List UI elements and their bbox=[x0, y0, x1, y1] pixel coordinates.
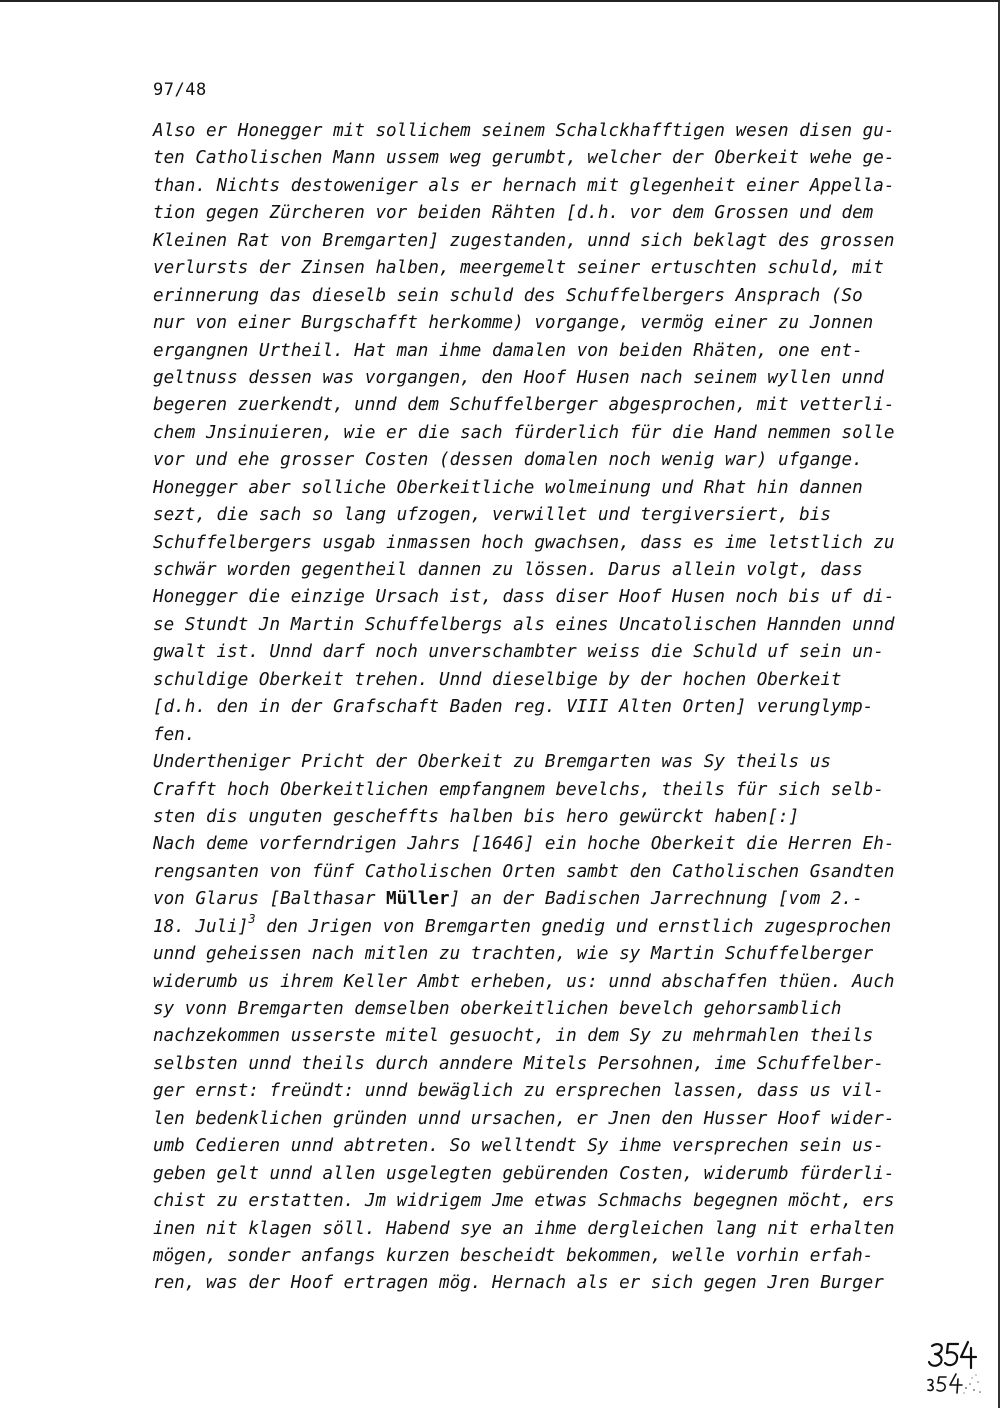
text-segment: sten dis unguten gescheffts halben bis hero gewürckt haben[:] bbox=[153, 806, 800, 827]
text-segment: umb Cedieren unnd abtreten. So welltendt Sy ihme versprechen sein us- bbox=[153, 1136, 884, 1157]
text-line bbox=[153, 969, 933, 996]
text-line bbox=[153, 1051, 933, 1078]
text-line bbox=[153, 530, 933, 557]
handwritten-folio-number bbox=[924, 1340, 984, 1395]
text-line bbox=[153, 200, 933, 227]
text-line bbox=[153, 1023, 933, 1050]
text-line bbox=[153, 255, 933, 282]
text-segment: Nach deme vorferndrigen Jahrs [1646] ein hoche Oberkeit die Herren Eh- bbox=[153, 834, 895, 855]
text-line bbox=[153, 804, 933, 831]
text-line bbox=[153, 1133, 933, 1160]
text-segment: fen. bbox=[153, 724, 196, 745]
text-segment: rengsanten von fünf Catholischen Orten sambt den Catholischen Gsandten bbox=[153, 861, 895, 882]
text-segment: schwär worden gegentheil dannen zu lössen. Darus allein volgt, dass bbox=[153, 560, 863, 580]
text-line bbox=[153, 145, 933, 172]
text-line bbox=[153, 1106, 933, 1133]
text-segment: inen nit klagen söll. Habend sye an ihme dergleichen lang nit erhalten bbox=[153, 1218, 895, 1239]
text-line bbox=[153, 996, 933, 1023]
text-segment: unnd geheissen nach mitlen zu trachten, wie sy Martin Schuffelberger bbox=[153, 944, 874, 965]
text-segment: Undertheniger Pricht der Oberkeit zu Bremgarten was Sy theils us bbox=[153, 752, 831, 773]
text-segment: ] an der Badischen Jarrechnung [vom 2.- bbox=[449, 889, 863, 910]
text-segment: nachzekommen usserste mitel gesuocht, in dem Sy zu mehrmahlen theils bbox=[153, 1026, 874, 1047]
text-segment: begeren zuerkendt, unnd dem Schuffelberger abgesprochen, mit vetterli- bbox=[153, 395, 895, 416]
text-segment: von Glarus [Balthasar bbox=[153, 889, 387, 910]
text-segment: den Jrigen von Bremgarten gnedig und ernstlich zugesprochen bbox=[255, 916, 892, 937]
text-segment: Honegger aber solliche Oberkeitliche wolmeinung und Rhat hin dannen bbox=[153, 477, 863, 498]
text-line bbox=[153, 667, 933, 694]
text-line bbox=[153, 1078, 933, 1105]
text-line bbox=[153, 859, 933, 886]
text-segment: len bedenklichen gründen unnd ursachen, er Jnen den Husser Hoof wider- bbox=[153, 1108, 895, 1129]
text-segment: ger ernst: freündt: unnd bewäglich zu ersprechen lassen, dass us vil- bbox=[153, 1081, 884, 1102]
text-line bbox=[153, 911, 933, 941]
text-segment: 18. Juli] bbox=[153, 916, 249, 937]
text-line bbox=[153, 831, 933, 858]
text-line bbox=[153, 639, 933, 666]
text-segment: Honegger die einzige Ursach ist, dass diser Hoof Husen noch bis uf di- bbox=[153, 587, 895, 608]
text-line bbox=[153, 1216, 933, 1243]
text-segment: gwalt ist. Unnd darf noch unverschambter weiss die Schuld uf sein un- bbox=[153, 642, 884, 663]
text-segment: schuldige Oberkeit trehen. Unnd dieselbige by der hochen Oberkeit bbox=[153, 669, 842, 690]
text-line bbox=[153, 722, 933, 749]
text-line bbox=[153, 228, 933, 255]
text-line bbox=[153, 557, 933, 584]
text-segment: chem Jnsinuieren, wie er die sach fürderlich für die Hand nemmen solle bbox=[153, 422, 895, 443]
text-segment: than. Nichts destoweniger als er hernach mit glegenheit einer Appella- bbox=[153, 175, 895, 196]
text-segment: ergangnen Urtheil. Hat man ihme damalen von beiden Rhäten, one ent- bbox=[153, 340, 863, 361]
text-segment: ren, was der Hoof ertragen mög. Hernach als er sich gegen Jren Burger bbox=[153, 1273, 884, 1294]
text-line bbox=[153, 694, 933, 721]
text-segment: Also er Honegger mit sollichem seinem Schalckhafftigen wesen disen gu- bbox=[153, 121, 895, 141]
text-line bbox=[153, 475, 933, 502]
text-segment: widerumb us ihrem Keller Ambt erheben, us: unnd abschaffen thüen. Auch bbox=[153, 971, 895, 992]
text-line bbox=[153, 1243, 933, 1270]
text-segment: ten Catholischen Mann ussem weg gerumbt, welcher der Oberkeit wehe ge- bbox=[153, 148, 895, 169]
text-segment: verlursts der Zinsen halben, meergemelt seiner ertuschten schuld, mit bbox=[153, 258, 884, 279]
text-line bbox=[153, 310, 933, 337]
text-segment: geben gelt unnd allen usgelegten gebürenden Costen, widerumb fürderli- bbox=[153, 1163, 895, 1184]
text-line bbox=[153, 1188, 933, 1215]
text-line bbox=[153, 777, 933, 804]
text-segment: mögen, sonder anfangs kurzen bescheidt bekommen, welle vorhin erfah- bbox=[153, 1245, 874, 1266]
text-segment: sezt, die sach so lang ufzogen, verwillet und tergiversiert, bis bbox=[153, 505, 831, 526]
transcription-body bbox=[153, 118, 933, 1298]
text-line bbox=[153, 612, 933, 639]
footnote-marker: 3 bbox=[248, 911, 256, 926]
text-line bbox=[153, 886, 933, 913]
text-segment: selbsten unnd theils durch anndere Mitels Persohnen, ime Schuffelber- bbox=[153, 1053, 884, 1074]
text-line bbox=[153, 447, 933, 474]
text-line bbox=[153, 365, 933, 392]
text-line bbox=[153, 173, 933, 200]
text-line bbox=[153, 338, 933, 365]
text-line bbox=[153, 584, 933, 611]
text-line bbox=[153, 118, 933, 145]
text-line bbox=[153, 420, 933, 447]
text-segment: se Stundt Jn Martin Schuffelbergs als eines Uncatolischen Hannden unnd bbox=[153, 614, 895, 635]
text-segment: erinnerung das dieselb sein schuld des Schuffelbergers Ansprach (So bbox=[153, 285, 863, 306]
text-line bbox=[153, 749, 933, 776]
text-segment: Müller bbox=[386, 889, 450, 910]
text-segment: vor und ehe grosser Costen (dessen domalen noch wenig war) ufgange. bbox=[153, 450, 863, 471]
page-number: 97/48 bbox=[153, 80, 207, 100]
text-segment: geltnuss dessen was vorgangen, den Hoof Husen nach seinem wyllen unnd bbox=[153, 367, 884, 388]
text-line bbox=[153, 392, 933, 419]
text-line bbox=[153, 502, 933, 529]
text-segment: Crafft hoch Oberkeitlichen empfangnem bevelchs, theils für sich selb- bbox=[153, 779, 884, 800]
text-segment: nur von einer Burgschafft herkomme) vorgange, vermög einer zu Jonnen bbox=[153, 313, 874, 334]
text-segment: Kleinen Rat von Bremgarten] zugestanden, unnd sich beklagt des grossen bbox=[153, 230, 895, 251]
text-line bbox=[153, 941, 933, 968]
text-line bbox=[153, 283, 933, 310]
text-segment: sy vonn Bremgarten demselben oberkeitlichen bevelch gehorsamblich bbox=[153, 999, 842, 1019]
text-segment: Schuffelbergers usgab inmassen hoch gwachsen, dass es ime letstlich zu bbox=[153, 532, 895, 553]
text-segment: [d.h. den in der Grafschaft Baden reg. VIII Alten Orten] verunglymp- bbox=[153, 697, 874, 718]
text-segment: chist zu erstatten. Jm widrigem Jme etwas Schmachs begegnen möcht, ers bbox=[153, 1191, 895, 1212]
text-segment: tion gegen Zürcheren vor beiden Rähten [d.h. vor dem Grossen und dem bbox=[153, 203, 874, 224]
text-line bbox=[153, 1161, 933, 1188]
text-line bbox=[153, 1270, 933, 1297]
